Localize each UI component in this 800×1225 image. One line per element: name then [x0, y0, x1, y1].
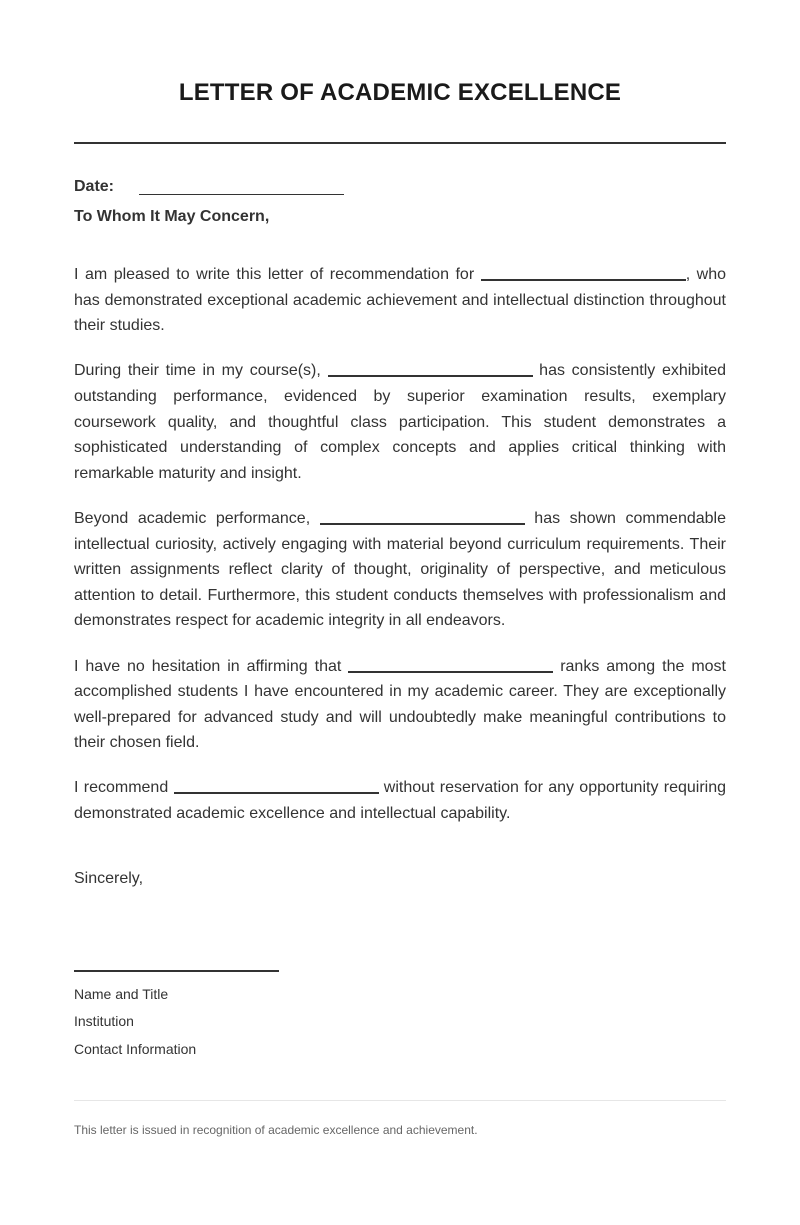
paragraph-curiosity	[74, 506, 726, 634]
paragraph-text: without reservation for any opportunity requiring demonstrated academic excellence and intellectual capability.	[74, 779, 727, 823]
paragraph-text: ranks among the most accomplished students I have encountered in my academic career. They are exceptionally well-prepared for advanced study and will undoubtedly make meaningful contributions to their chosen field.	[74, 657, 726, 752]
student-name-blank	[320, 523, 525, 525]
signature-name-title: Name and Title	[74, 986, 169, 1002]
date-label: Date:	[74, 178, 115, 195]
signature-contact: Contact Information	[74, 1041, 197, 1057]
footer-note: This letter is issued in recognition of academic excellence and achievement.	[74, 1123, 478, 1137]
paragraph-text: has shown commendable intellectual curiosity, actively engaging with material beyond curriculum requirements. Their written assignments reflect clarity of thought, originality of perspective, and meticulous attention to detail. Furthermore, this student conducts themselves with professionalism and demonstrates respect for academic integrity in all endeavors.	[74, 509, 727, 630]
title-divider	[74, 142, 726, 144]
closing: Sincerely,	[74, 870, 144, 887]
paragraph-text: I am pleased to write this letter of recommendation for	[74, 266, 481, 283]
paragraph-performance	[74, 358, 726, 486]
student-name-blank	[481, 279, 686, 281]
paragraph-text: , who has demonstrated exceptional academic achievement and intellectual distinction throughout their studies.	[74, 266, 727, 335]
student-name-blank	[174, 792, 379, 794]
salutation: To Whom It May Concern,	[74, 208, 270, 225]
paragraph-text: I have no hesitation in affirming that	[74, 657, 349, 675]
paragraph-recommendation	[74, 775, 726, 826]
paragraph-text: Beyond academic performance,	[74, 509, 320, 527]
letter-body	[74, 262, 726, 846]
paragraph-text: has consistently exhibited outstanding performance, evidenced by superior examination results, exemplary coursework quality, and thoughtful class participation. This student demonstrates a sophisticated understanding of complex concepts and applies critical thinking with remarkable maturity and insight.	[74, 362, 726, 482]
student-name-blank	[348, 671, 553, 673]
signature-line	[74, 970, 279, 972]
footer-divider	[74, 1100, 726, 1101]
paragraph-text: During their time in my course(s),	[74, 362, 328, 380]
paragraph-introduction	[74, 262, 726, 339]
paragraph-affirmation	[74, 654, 726, 756]
course-blank	[328, 375, 533, 377]
signature-institution: Institution	[74, 1013, 134, 1029]
letter-title: LETTER OF ACADEMIC EXCELLENCE	[178, 79, 622, 106]
date-blank-line	[139, 194, 344, 195]
date-row	[74, 176, 726, 198]
paragraph-text: I recommend	[74, 779, 174, 797]
